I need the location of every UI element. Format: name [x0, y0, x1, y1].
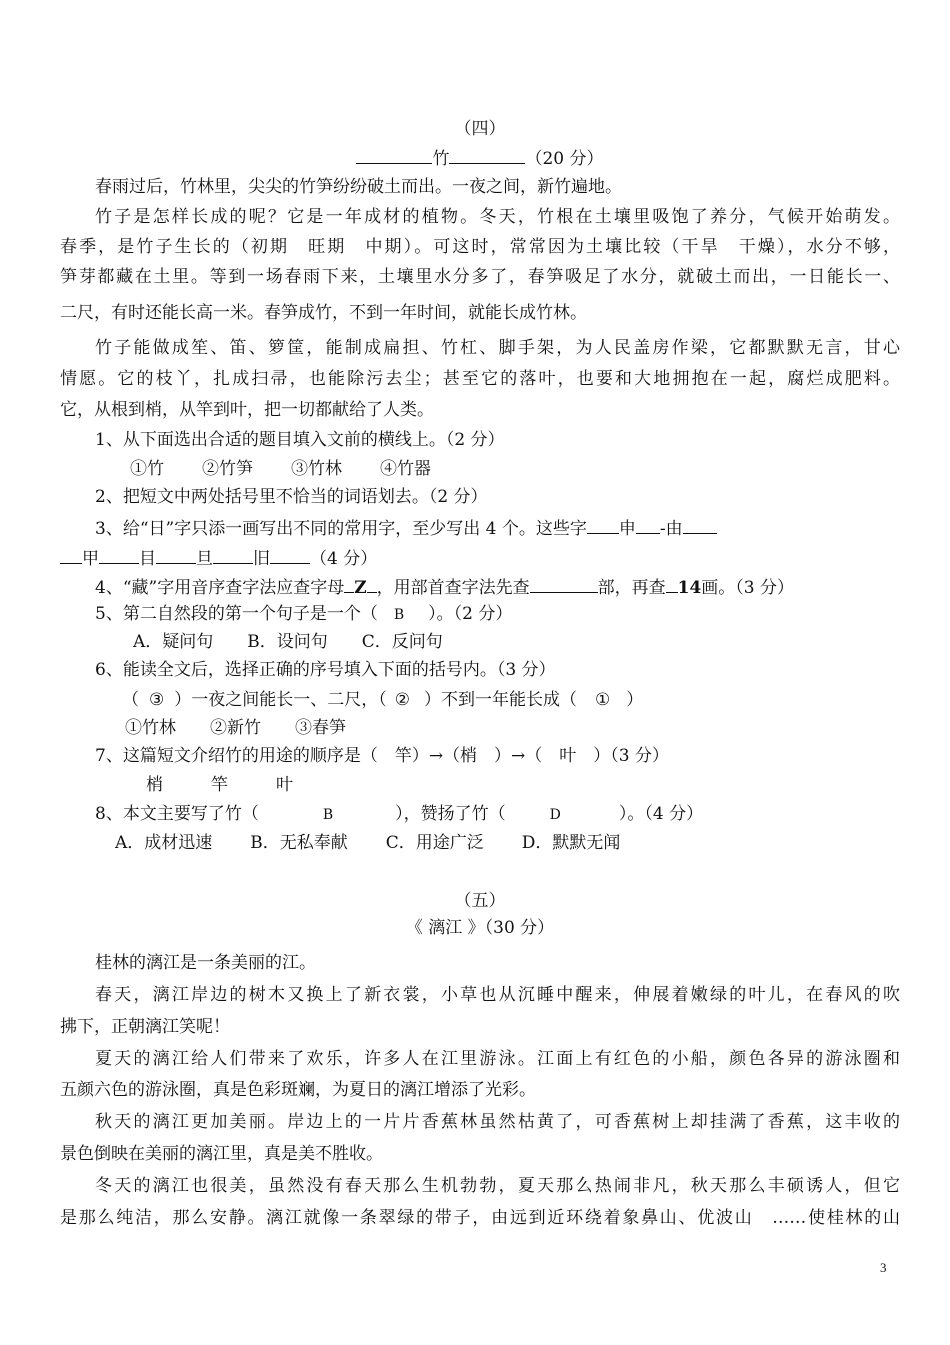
sec4-p2-line4: 二尺，有时还能长高一米。春笋成竹，不到一年时间，就能长成竹林。: [60, 303, 587, 323]
q1-option-1: ①竹: [130, 459, 164, 479]
sec5-p4-line1: 秋天的漓江更加美丽。岸边上的一片片香蕉林虽然枯黄了，可香蕉树上却挂满了香蕉，这丰收的: [95, 1112, 900, 1132]
q3-blank[interactable]: [99, 546, 139, 564]
q3-blank[interactable]: [683, 516, 717, 534]
sec5-p3-line1: 夏天的漓江给人们带来了欢乐，许多人在江里游泳。江面上有红色的小船，颜色各异的游泳圈和: [95, 1049, 900, 1069]
sec5-paragraph-1: 桂林的漓江是一条美丽的江。: [95, 953, 316, 973]
q3-blank[interactable]: [213, 546, 253, 564]
section-4-title: [60, 146, 900, 169]
question-7: 7、这篇短文介绍竹的用途的顺序是（ 竿）→（梢 ）→（ 叶 ）（3 分）: [95, 746, 670, 766]
sec4-p3-line2: 情愿。它的枝丫，扎成扫帚，也能除污去尘；甚至它的落叶，也要和大地拥抱在一起，腐烂成肥料。: [60, 369, 900, 389]
title-blank-right[interactable]: [449, 146, 525, 164]
sec4-p3-line1: 竹子能做成笙、笛、箩筐，能制成扁担、竹杠、脚手架，为人民盖房作梁，它都默默无言，甘心: [95, 338, 900, 358]
q8-answer-1: B: [322, 807, 334, 823]
title-mid: 竹: [432, 149, 450, 169]
question-4: 4、“藏”字用音序查字法应查字母 Z ，用部首查字法先查 部，再查 14画。（3 分）: [95, 575, 900, 598]
q1-option-3: ③竹林: [291, 459, 342, 479]
q4-answer-strokes: 14: [677, 578, 702, 598]
question-5: 5、第二自然段的第一个句子是一个（ B ）。（2 分）: [95, 604, 513, 624]
q8-answer-2: D: [549, 807, 561, 823]
title-blank-left[interactable]: [356, 146, 432, 164]
title-score: （20 分）: [525, 149, 604, 169]
q4-blank[interactable]: [530, 575, 598, 593]
question-8-options: A．成材迅速 B．无私奉献 C．用途广泛 D．默默无闻: [115, 833, 621, 853]
question-1-options: [130, 459, 900, 479]
q3-blank[interactable]: [587, 516, 619, 534]
sec5-p5-line1: 冬天的漓江也很美，虽然没有春天那么生机勃勃，夏天那么热闹非凡，秋天那么丰硕诱人，但它: [95, 1176, 900, 1196]
question-1: 1、从下面选出合适的题目填入文前的横线上。（2 分）: [95, 430, 505, 450]
section-5-title: 《 漓江 》（30 分）: [405, 918, 555, 938]
question-3-line1: 3、给“日”字只添一画写出不同的常用字，至少写出 4 个。这些字 申 -由: [95, 516, 900, 539]
q1-option-2: ②竹笋: [202, 459, 253, 479]
section-4-label: （四）: [454, 119, 506, 139]
q3-blank[interactable]: [60, 546, 82, 564]
question-3-line2: 甲 目 旦 旧 （4 分）: [60, 546, 900, 569]
question-5-options: A．疑问句 B．设问句 C．反问句: [133, 632, 443, 652]
q6-answer-3: ①: [595, 690, 611, 710]
sec5-p2-line2: 拂下，正朝漓江笑呢！: [60, 1017, 230, 1037]
section-5-label: （五）: [454, 891, 506, 911]
q3-blank[interactable]: [156, 546, 196, 564]
sec5-p2-line1: 春天，漓江岸边的树木又换上了新衣裳，小草也从沉睡中醒来，伸展着嫩绿的叶儿，在春风的吹: [95, 985, 900, 1005]
sec4-p2-line3: 笋芽都藏在土里。等到一场春雨下来，土壤里水分多了，春笋吸足了水分，就破土而出，一日能长一、: [60, 267, 900, 287]
sec4-p2-line2: 春季，是竹子生长的（初期 旺期 中期）。可这时，常常因为土壤比较（干旱 干燥），水分不够，: [60, 237, 900, 257]
q3-blank[interactable]: [270, 546, 310, 564]
q1-option-4: ④竹器: [380, 459, 431, 479]
question-8: 8、本文主要写了竹（ B ），赞扬了竹（ D ）。（4 分）: [95, 804, 704, 824]
q4-answer-letter: Z: [354, 578, 367, 598]
question-2: 2、把短文中两处括号里不恰当的词语划去。（2 分）: [95, 487, 488, 507]
question-6-line: （ ③ ）一夜之间能长一、二尺，（ ② ）不到一年能长成（ ① ）: [122, 690, 644, 710]
sec5-p3-line2: 五颜六色的游泳圈，真是色彩斑斓，为夏日的漓江增添了光彩。: [60, 1080, 536, 1100]
sec4-p2-line1: 竹子是怎样长成的呢？它是一年成材的植物。冬天，竹根在土壤里吸饱了养分，气候开始萌发。: [95, 207, 900, 227]
sec4-p3-line3: 它，从根到梢，从竿到叶，把一切都献给了人类。: [60, 400, 434, 420]
q3-blank[interactable]: [636, 516, 660, 534]
q5-answer: B: [393, 607, 405, 623]
sec4-paragraph-1: 春雨过后，竹林里，尖尖的竹笋纷纷破土而出。一夜之间，新竹遍地。: [95, 177, 622, 197]
q6-answer-2: ②: [394, 690, 410, 710]
sec5-p5-line2: 是那么纯洁，那么安静。漓江就像一条翠绿的带子，由远到近环绕着象鼻山、优波山 ……使桂林的山: [60, 1208, 900, 1228]
q6-answer-1: ③: [149, 690, 165, 710]
page-number: 3: [880, 1260, 887, 1275]
question-6: 6、能读全文后，选择正确的序号填入下面的括号内。（3 分）: [95, 660, 556, 680]
question-7-words: 梢 竿 叶: [146, 775, 293, 795]
sec5-p4-line2: 景色倒映在美丽的漓江里，真是美不胜收。: [60, 1144, 383, 1164]
question-6-options: ①竹林 ②新竹 ③春笋: [125, 718, 346, 738]
